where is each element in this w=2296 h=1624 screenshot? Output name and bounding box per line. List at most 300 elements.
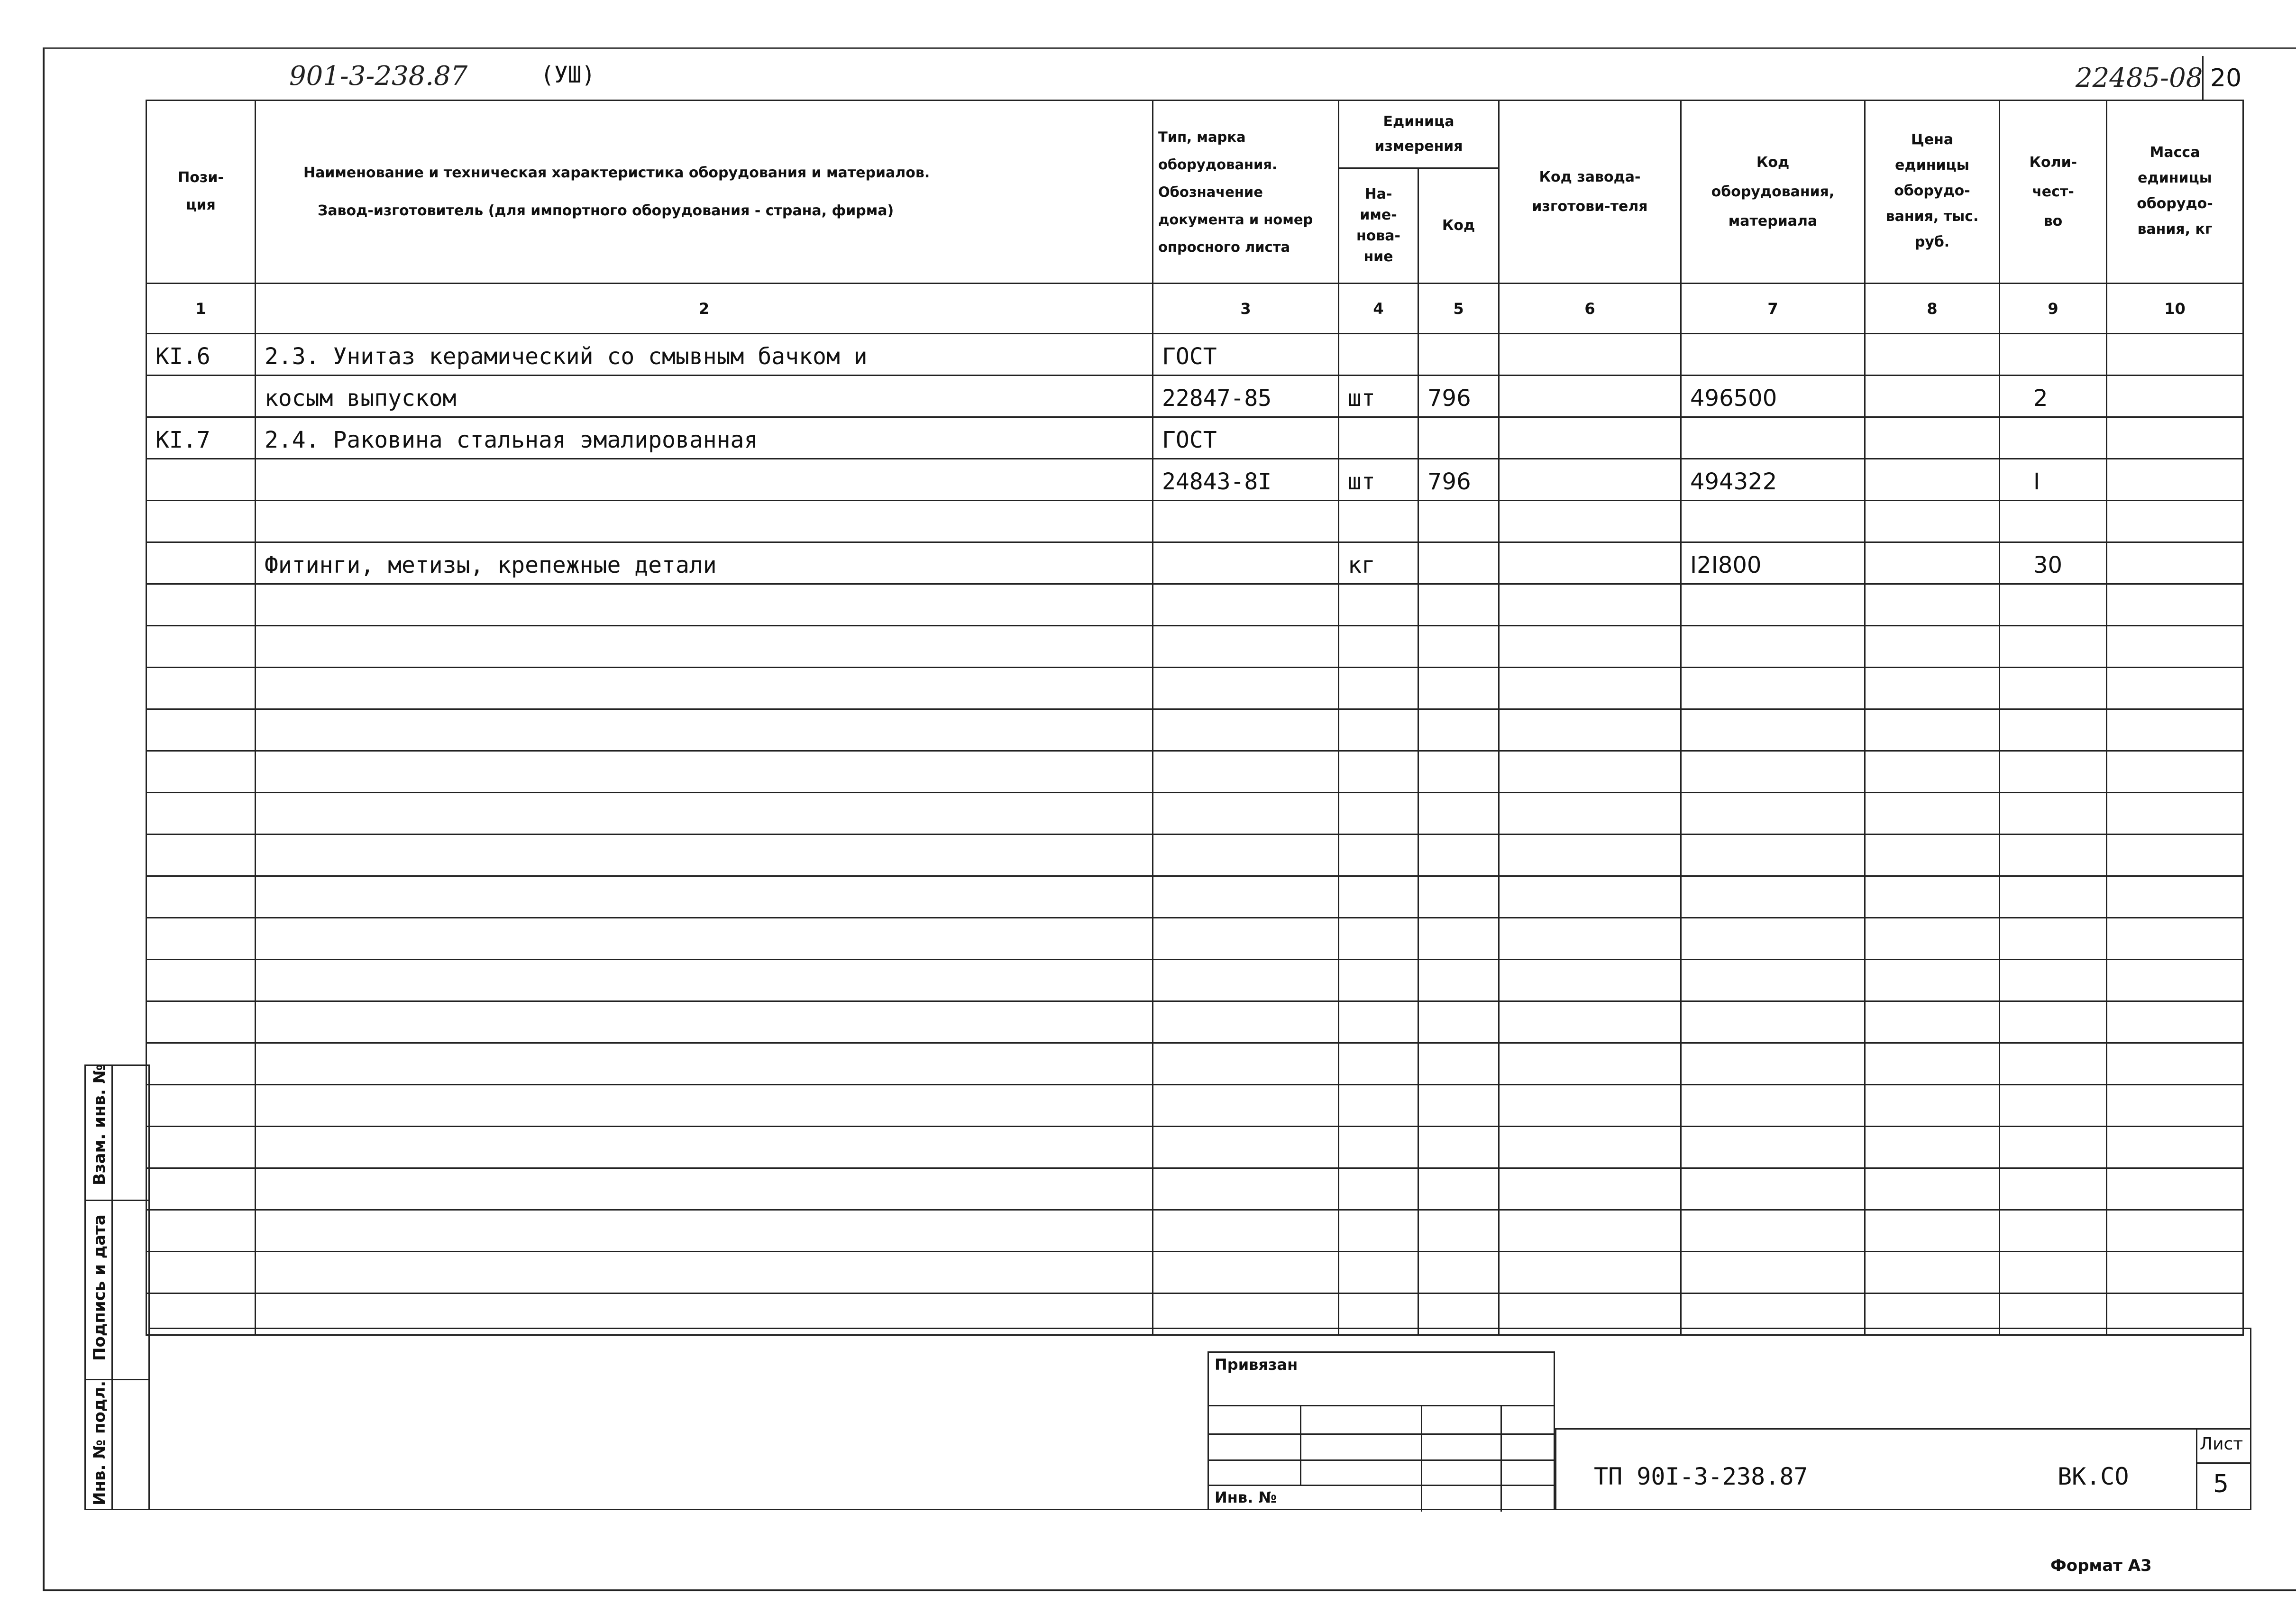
table-cell-name	[256, 1043, 1153, 1085]
table-row	[146, 334, 2243, 376]
cell-text	[1500, 453, 1680, 458]
table-cell-type	[1153, 751, 1339, 793]
side-stamp-vzam: Взам. инв. №	[90, 1064, 109, 1185]
table-cell-price	[1865, 751, 2000, 793]
table-cell-pos	[146, 960, 256, 1001]
table-cell-equip	[1681, 918, 1865, 960]
table-cell-price	[1865, 1252, 2000, 1294]
table-cell-factory	[1499, 709, 1681, 751]
table-cell-unit	[1339, 1043, 1418, 1085]
table-cell-pos	[146, 835, 256, 876]
table-cell-code	[1418, 960, 1499, 1001]
table-cell-type	[1153, 1168, 1339, 1210]
table-cell-pos	[146, 668, 256, 709]
table-cell-price	[1865, 1127, 2000, 1168]
cell-text	[2107, 453, 2242, 458]
header-mass: Масса единицы оборудо-вания, кг	[2107, 101, 2243, 284]
table-cell-qty	[2000, 501, 2107, 542]
header-name	[256, 101, 1153, 284]
cell-text	[256, 495, 1152, 500]
table-cell-qty	[2000, 1085, 2107, 1127]
cell-text: 796	[1427, 468, 1471, 495]
header-name-line1: Наименование и техническая характеристика оборудования и материалов.	[303, 164, 930, 181]
table-cell-name	[256, 835, 1153, 876]
table-cell-equip	[1681, 334, 1865, 376]
table-cell-code	[1418, 1127, 1499, 1168]
cell-text	[1500, 495, 1680, 500]
table-cell-code	[1418, 876, 1499, 918]
table-cell-type	[1153, 1043, 1339, 1085]
table-cell-code	[1418, 501, 1499, 542]
table-cell-mass	[2107, 376, 2243, 417]
table-cell-factory	[1499, 1001, 1681, 1043]
sheet-label: Лист	[2200, 1434, 2243, 1454]
table-cell-mass	[2107, 334, 2243, 376]
table-cell-factory	[1499, 626, 1681, 668]
cell-text	[2000, 453, 2106, 458]
table-cell-pos	[146, 1252, 256, 1294]
table-cell-pos	[146, 1043, 256, 1085]
cell-text	[1339, 370, 1418, 375]
table-cell-name	[256, 542, 1153, 584]
table-cell-factory	[1499, 1168, 1681, 1210]
table-cell-pos	[146, 1168, 256, 1210]
cell-text	[1866, 453, 1999, 458]
table-cell-equip	[1681, 668, 1865, 709]
table-cell-type	[1153, 960, 1339, 1001]
table-cell-mass	[2107, 501, 2243, 542]
cell-text: КI.6	[156, 343, 210, 370]
cell-text	[1339, 537, 1418, 541]
header-unit-name: На-име-нова-ние	[1339, 169, 1419, 283]
header-factory-code: Код завода-изготови-теля	[1499, 101, 1681, 284]
cell-text	[1153, 578, 1338, 583]
table-row	[146, 417, 2243, 459]
table-cell-mass	[2107, 1001, 2243, 1043]
cell-text: 2	[2033, 385, 2048, 412]
table-cell-type	[1153, 542, 1339, 584]
side-stamp-podpis: Подпись и дата	[90, 1214, 109, 1361]
cell-text: шт	[1348, 385, 1375, 412]
table-cell-equip	[1681, 751, 1865, 793]
table-cell-type	[1153, 417, 1339, 459]
table-cell-pos	[146, 751, 256, 793]
header-unit-code: Код	[1442, 217, 1475, 234]
table-cell-price	[1865, 668, 2000, 709]
cell-text	[2107, 537, 2242, 541]
cell-text	[1866, 537, 1999, 541]
table-cell-equip	[1681, 876, 1865, 918]
table-cell-factory	[1499, 1085, 1681, 1127]
table-cell-price	[1865, 334, 2000, 376]
table-cell-name	[256, 584, 1153, 626]
header-equipment-code: Код оборудования, материала	[1681, 101, 1865, 284]
table-cell-equip	[1681, 793, 1865, 835]
table-row	[146, 668, 2243, 709]
cell-text: КI.7	[156, 427, 210, 453]
table-cell-equip	[1681, 626, 1865, 668]
table-cell-pos	[146, 1001, 256, 1043]
table-cell-unit	[1339, 751, 1418, 793]
col-number: 6	[1499, 284, 1681, 334]
table-cell-factory	[1499, 918, 1681, 960]
table-cell-equip	[1681, 1001, 1865, 1043]
col-number: 5	[1418, 284, 1499, 334]
table-cell-qty	[2000, 876, 2107, 918]
table-cell-qty	[2000, 584, 2107, 626]
table-cell-equip	[1681, 1043, 1865, 1085]
table-cell-equip	[1681, 1252, 1865, 1294]
table-cell-code	[1418, 1252, 1499, 1294]
table-cell-code	[1418, 1168, 1499, 1210]
table-cell-pos	[146, 876, 256, 918]
cell-text	[2000, 537, 2106, 541]
col-number: 4	[1339, 284, 1418, 334]
table-cell-unit	[1339, 668, 1418, 709]
table-cell-mass	[2107, 709, 2243, 751]
table-cell-mass	[2107, 626, 2243, 668]
table-cell-type	[1153, 918, 1339, 960]
table-cell-name	[256, 918, 1153, 960]
header-price: Цена единицы оборудо-вания, тыс. руб.	[1865, 101, 2000, 284]
table-cell-type	[1153, 1085, 1339, 1127]
cell-text	[1500, 412, 1680, 416]
table-cell-pos	[146, 417, 256, 459]
table-cell-unit	[1339, 835, 1418, 876]
table-row	[146, 960, 2243, 1001]
table-cell-pos	[146, 626, 256, 668]
table-cell-name	[256, 751, 1153, 793]
table-cell-pos	[146, 1210, 256, 1252]
table-cell-unit	[1339, 626, 1418, 668]
header-quantity: Коли-чест-во	[2000, 101, 2107, 284]
table-cell-code	[1418, 751, 1499, 793]
table-cell-equip	[1681, 542, 1865, 584]
table-row	[146, 459, 2243, 501]
table-cell-name	[256, 1252, 1153, 1294]
table-cell-code	[1418, 542, 1499, 584]
table-cell-name	[256, 459, 1153, 501]
cell-text	[1339, 453, 1418, 458]
table-cell-unit	[1339, 1168, 1418, 1210]
table-cell-mass	[2107, 1085, 2243, 1127]
table-cell-name	[256, 668, 1153, 709]
table-cell-qty	[2000, 542, 2107, 584]
table-cell-equip	[1681, 1210, 1865, 1252]
table-cell-code	[1418, 1210, 1499, 1252]
table-cell-mass	[2107, 668, 2243, 709]
table-cell-pos	[146, 376, 256, 417]
table-cell-code	[1418, 668, 1499, 709]
header-position: Пози-ция	[146, 101, 256, 284]
table-cell-name	[256, 376, 1153, 417]
cell-text	[1419, 453, 1498, 458]
table-cell-name	[256, 501, 1153, 542]
table-cell-factory	[1499, 1127, 1681, 1168]
table-cell-qty	[2000, 417, 2107, 459]
table-cell-qty	[2000, 668, 2107, 709]
table-cell-factory	[1499, 1043, 1681, 1085]
cell-text	[1682, 453, 1864, 458]
table-cell-price	[1865, 501, 2000, 542]
table-cell-code	[1418, 1043, 1499, 1085]
table-cell-unit	[1339, 1085, 1418, 1127]
table-cell-code	[1418, 793, 1499, 835]
table-cell-pos	[146, 501, 256, 542]
inv-no-label: Инв. №	[1215, 1488, 1277, 1506]
page-number: 20	[2210, 64, 2242, 92]
col-number: 10	[2107, 284, 2243, 334]
table-cell-qty	[2000, 1168, 2107, 1210]
cell-text	[2107, 412, 2242, 416]
table-cell-pos	[146, 1085, 256, 1127]
table-cell-pos	[146, 918, 256, 960]
privyazan-box	[1207, 1351, 1555, 1510]
table-cell-code	[1418, 334, 1499, 376]
table-cell-equip	[1681, 960, 1865, 1001]
table-cell-mass	[2107, 1127, 2243, 1168]
cell-text	[1866, 495, 1999, 500]
table-cell-type	[1153, 876, 1339, 918]
table-cell-equip	[1681, 1127, 1865, 1168]
table-cell-code	[1418, 459, 1499, 501]
cell-text	[2107, 495, 2242, 500]
cell-text: Фитинги, метизы, крепежные детали	[265, 552, 717, 578]
table-cell-pos	[146, 1127, 256, 1168]
table-cell-qty	[2000, 1252, 2107, 1294]
table-cell-factory	[1499, 960, 1681, 1001]
table-cell-mass	[2107, 1252, 2243, 1294]
privyazan-label: Привязан	[1215, 1356, 1298, 1374]
table-row	[146, 1001, 2243, 1043]
cell-text: 2.3. Унитаз керамический со смывным бачком и	[265, 343, 868, 370]
table-cell-price	[1865, 626, 2000, 668]
table-cell-unit	[1339, 376, 1418, 417]
table-cell-name	[256, 709, 1153, 751]
table-cell-mass	[2107, 417, 2243, 459]
format-label: Формат А3	[2050, 1556, 2152, 1575]
cell-text	[147, 578, 255, 583]
table-cell-price	[1865, 960, 2000, 1001]
sheet-number: 5	[2213, 1470, 2229, 1498]
table-cell-pos	[146, 334, 256, 376]
table-cell-mass	[2107, 835, 2243, 876]
cell-text	[147, 412, 255, 416]
cell-text	[2107, 578, 2242, 583]
cell-text: шт	[1348, 468, 1375, 495]
table-cell-factory	[1499, 501, 1681, 542]
table-cell-factory	[1499, 376, 1681, 417]
cell-text: кг	[1348, 552, 1375, 578]
table-cell-factory	[1499, 793, 1681, 835]
table-cell-pos	[146, 584, 256, 626]
table-cell-price	[1865, 709, 2000, 751]
table-cell-pos	[146, 793, 256, 835]
table-row	[146, 876, 2243, 918]
table-cell-name	[256, 1168, 1153, 1210]
table-cell-qty	[2000, 1043, 2107, 1085]
cell-text	[147, 537, 255, 541]
table-cell-qty	[2000, 1210, 2107, 1252]
table-cell-unit	[1339, 1252, 1418, 1294]
table-cell-code	[1418, 376, 1499, 417]
table-cell-price	[1865, 1085, 2000, 1127]
cell-text: 2.4. Раковина стальная эмалированная	[265, 427, 758, 453]
table-cell-type	[1153, 584, 1339, 626]
table-row	[146, 918, 2243, 960]
table-cell-code	[1418, 584, 1499, 626]
table-cell-price	[1865, 835, 2000, 876]
cell-text	[1500, 537, 1680, 541]
table-row	[146, 1043, 2243, 1085]
table-cell-type	[1153, 501, 1339, 542]
table-cell-factory	[1499, 668, 1681, 709]
table-cell-mass	[2107, 751, 2243, 793]
table-cell-qty	[2000, 459, 2107, 501]
table-cell-pos	[146, 542, 256, 584]
table-cell-factory	[1499, 835, 1681, 876]
table-cell-price	[1865, 584, 2000, 626]
table-cell-type	[1153, 793, 1339, 835]
table-cell-qty	[2000, 793, 2107, 835]
table-cell-factory	[1499, 584, 1681, 626]
table-cell-name	[256, 1210, 1153, 1252]
archive-number: 22485-08	[2076, 63, 2203, 93]
table-cell-mass	[2107, 793, 2243, 835]
table-cell-name	[256, 1127, 1153, 1168]
cell-text	[2000, 370, 2106, 375]
table-cell-mass	[2107, 584, 2243, 626]
table-row	[146, 709, 2243, 751]
header-name-line2: Завод-изготовитель (для импортного оборудования - страна, фирма)	[318, 202, 894, 219]
table-cell-price	[1865, 793, 2000, 835]
table-cell-code	[1418, 417, 1499, 459]
table-cell-qty	[2000, 918, 2107, 960]
table-cell-unit	[1339, 918, 1418, 960]
table-cell-factory	[1499, 334, 1681, 376]
cell-text: I2I800	[1690, 552, 1762, 578]
table-cell-mass	[2107, 876, 2243, 918]
col-number: 2	[256, 284, 1153, 334]
table-cell-price	[1865, 376, 2000, 417]
cell-text	[1682, 537, 1864, 541]
table-cell-unit	[1339, 542, 1418, 584]
table-cell-factory	[1499, 876, 1681, 918]
table-cell-equip	[1681, 417, 1865, 459]
cell-text: косым выпуском	[265, 385, 457, 412]
table-cell-equip	[1681, 376, 1865, 417]
table-cell-qty	[2000, 960, 2107, 1001]
table-row	[146, 751, 2243, 793]
cell-text	[256, 537, 1152, 541]
cell-text	[147, 495, 255, 500]
header-row	[146, 101, 2243, 284]
col-number: 8	[1865, 284, 2000, 334]
table-cell-name	[256, 417, 1153, 459]
cell-text: 494322	[1690, 468, 1777, 495]
cell-text: 22847-85	[1162, 385, 1272, 412]
cell-text	[1866, 412, 1999, 416]
table-cell-unit	[1339, 876, 1418, 918]
table-cell-code	[1418, 918, 1499, 960]
table-cell-unit	[1339, 334, 1418, 376]
table-cell-qty	[2000, 334, 2107, 376]
header-unit-group	[1339, 101, 1499, 284]
table-cell-price	[1865, 1043, 2000, 1085]
table-cell-mass	[2107, 1210, 2243, 1252]
table-cell-type	[1153, 376, 1339, 417]
table-cell-unit	[1339, 1210, 1418, 1252]
table-cell-qty	[2000, 1127, 2107, 1168]
table-cell-name	[256, 876, 1153, 918]
table-cell-unit	[1339, 793, 1418, 835]
table-cell-factory	[1499, 542, 1681, 584]
cell-text: I	[2033, 468, 2040, 495]
table-cell-price	[1865, 1210, 2000, 1252]
table-row	[146, 1127, 2243, 1168]
table-row	[146, 1252, 2243, 1294]
table-cell-name	[256, 793, 1153, 835]
table-cell-type	[1153, 668, 1339, 709]
table-cell-qty	[2000, 1001, 2107, 1043]
table-row	[146, 835, 2243, 876]
table-cell-code	[1418, 626, 1499, 668]
header-unit-group-label: Единица измерения	[1339, 101, 1498, 169]
section-code: ВК.СО	[2058, 1463, 2129, 1490]
table-cell-equip	[1681, 501, 1865, 542]
table-cell-unit	[1339, 709, 1418, 751]
table-cell-mass	[2107, 1043, 2243, 1085]
column-number-row	[146, 284, 2243, 334]
table-cell-qty	[2000, 709, 2107, 751]
cell-text	[1500, 370, 1680, 375]
table-cell-name	[256, 334, 1153, 376]
table-cell-mass	[2107, 542, 2243, 584]
cell-text: 796	[1427, 385, 1471, 412]
table-row	[146, 1210, 2243, 1252]
table-row	[146, 1085, 2243, 1127]
table-cell-price	[1865, 459, 2000, 501]
table-cell-pos	[146, 709, 256, 751]
cell-text	[1153, 537, 1338, 541]
table-cell-type	[1153, 1127, 1339, 1168]
table-cell-equip	[1681, 584, 1865, 626]
table-cell-equip	[1681, 459, 1865, 501]
table-cell-name	[256, 626, 1153, 668]
table-cell-factory	[1499, 1210, 1681, 1252]
cell-text: 496500	[1690, 385, 1777, 412]
cell-text	[1419, 578, 1498, 583]
table-cell-unit	[1339, 501, 1418, 542]
cell-text	[1866, 578, 1999, 583]
table-cell-mass	[2107, 960, 2243, 1001]
table-cell-type	[1153, 626, 1339, 668]
cell-text	[1500, 578, 1680, 583]
table-cell-type	[1153, 459, 1339, 501]
table-row	[146, 376, 2243, 417]
table-cell-name	[256, 1085, 1153, 1127]
table-cell-code	[1418, 1001, 1499, 1043]
table-cell-unit	[1339, 960, 1418, 1001]
table-cell-price	[1865, 417, 2000, 459]
doc-suffix: (УШ)	[540, 62, 595, 88]
table-cell-type	[1153, 1210, 1339, 1252]
table-cell-qty	[2000, 835, 2107, 876]
cell-text	[1419, 537, 1498, 541]
table-cell-qty	[2000, 751, 2107, 793]
table-cell-factory	[1499, 417, 1681, 459]
table-cell-factory	[1499, 459, 1681, 501]
